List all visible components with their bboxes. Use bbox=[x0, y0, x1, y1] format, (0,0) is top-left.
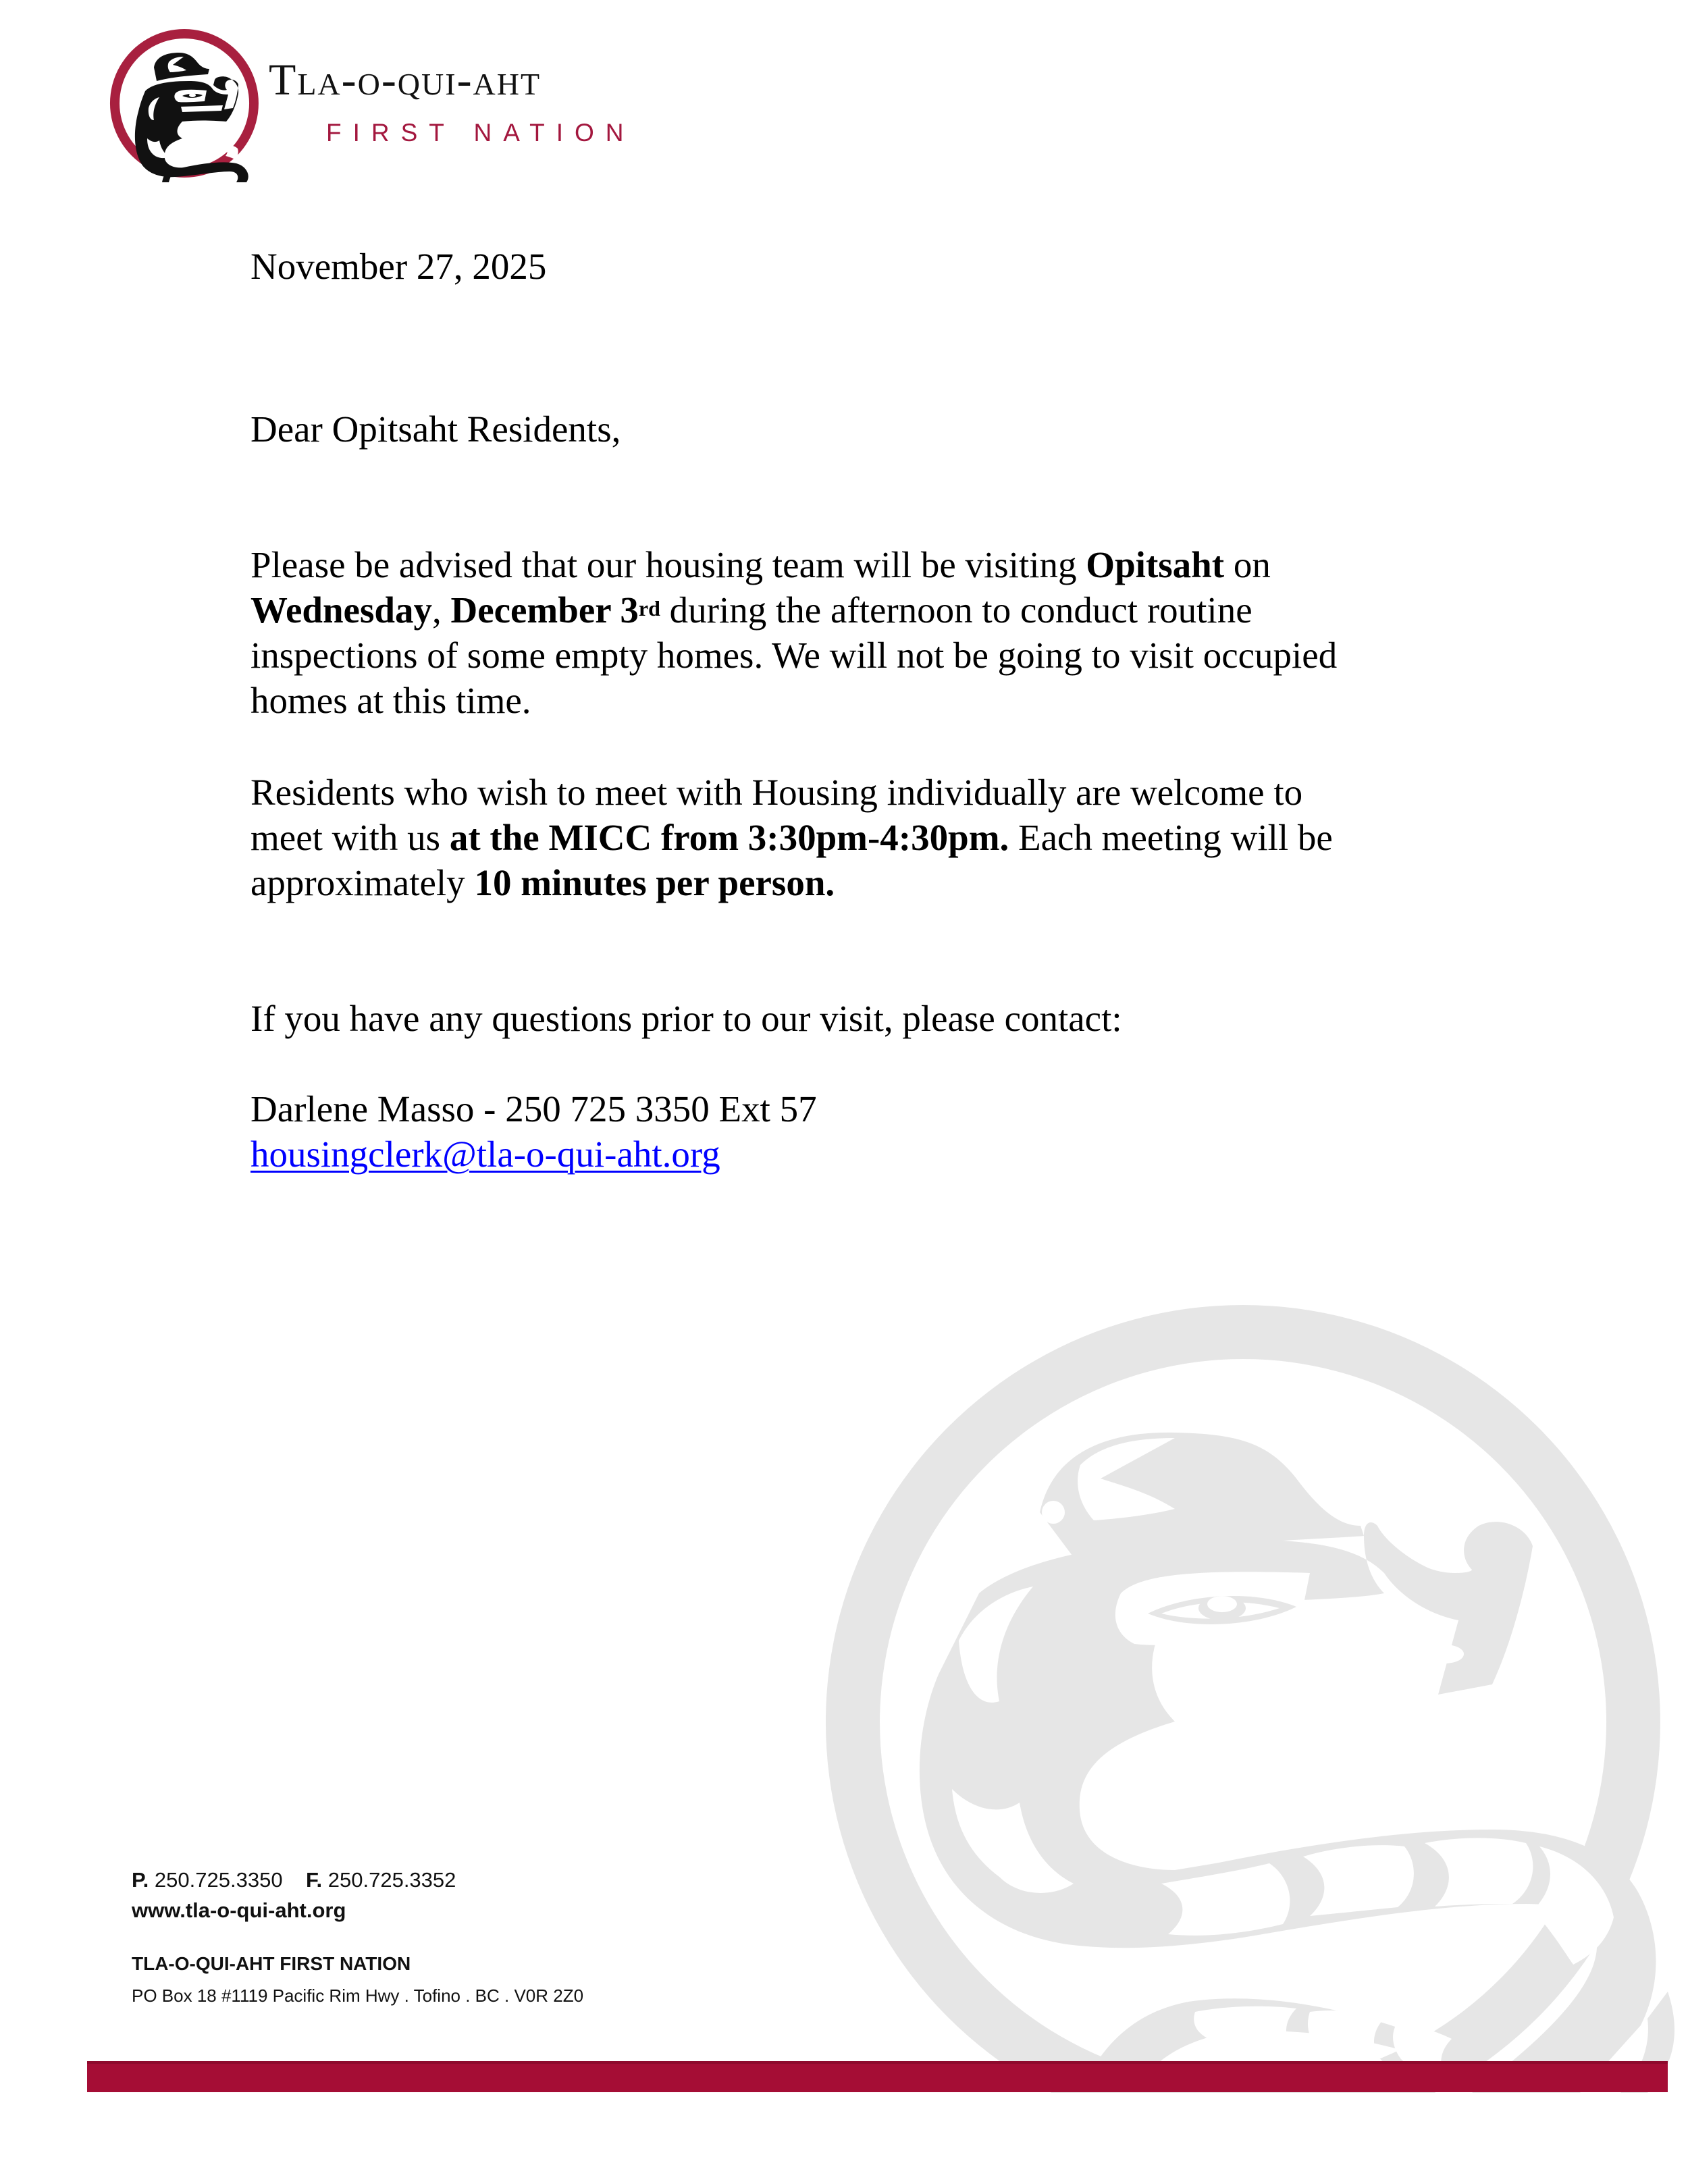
fax-label: F. bbox=[306, 1868, 323, 1892]
contact-name-phone: Darlene Masso - 250 725 3350 Ext 57 bbox=[250, 1088, 817, 1129]
paragraph2-line3: approximately 10 minutes per person. bbox=[250, 862, 835, 903]
letter-date: November 27, 2025 bbox=[250, 246, 547, 287]
serpent-watermark-icon bbox=[797, 1276, 1688, 2093]
phone-number: 250.725.3350 bbox=[154, 1868, 283, 1892]
org-name-title bbox=[269, 55, 542, 105]
weekday-emphasis: Wednesday bbox=[250, 589, 432, 631]
phone-label: P. bbox=[132, 1868, 149, 1892]
footer-accent-bar bbox=[87, 2061, 1668, 2092]
org-name-text: Tla-o-qui-aht bbox=[269, 55, 542, 105]
fax-number: 250.725.3352 bbox=[327, 1868, 456, 1892]
tla-o-qui-aht-logo-icon bbox=[108, 27, 263, 182]
date-emphasis: December 3 bbox=[450, 589, 639, 631]
paragraph1-line2: Wednesday, December 3rd during the afternoon to conduct routine bbox=[250, 589, 1252, 631]
paragraph2-line2: meet with us at the MICC from 3:30pm-4:30pm. Each meeting will be bbox=[250, 817, 1333, 858]
footer-phone-fax bbox=[132, 1869, 456, 1890]
ordinal-suffix: rd bbox=[638, 596, 660, 620]
contact-intro: If you have any questions prior to our visit, please contact: bbox=[250, 998, 1122, 1039]
paragraph1-line1: Please be advised that our housing team will be visiting Opitsaht on bbox=[250, 544, 1271, 585]
footer-website: www.tla-o-qui-aht.org bbox=[132, 1898, 346, 1922]
contact-email-link[interactable]: housingclerk@tla-o-qui-aht.org bbox=[250, 1134, 720, 1175]
paragraph1-line4: homes at this time. bbox=[250, 680, 531, 721]
paragraph1-line3: inspections of some empty homes. We will not be going to visit occupied bbox=[250, 635, 1338, 676]
letter-salutation: Dear Opitsaht Residents, bbox=[250, 408, 621, 450]
meeting-duration: 10 minutes per person. bbox=[474, 862, 835, 903]
footer-org-name: TLA-O-QUI-AHT FIRST NATION bbox=[132, 1953, 411, 1974]
paragraph2-line1: Residents who wish to meet with Housing individually are welcome to bbox=[250, 772, 1303, 813]
location-emphasis: Opitsaht bbox=[1086, 544, 1225, 585]
org-subtitle: FIRST NATION bbox=[326, 119, 635, 147]
meeting-location-time: at the MICC from 3:30pm-4:30pm. bbox=[449, 817, 1009, 858]
footer-address: PO Box 18 #1119 Pacific Rim Hwy . Tofino . BC . V0R 2Z0 bbox=[132, 1986, 584, 2006]
contact-email-line bbox=[250, 1136, 720, 1173]
